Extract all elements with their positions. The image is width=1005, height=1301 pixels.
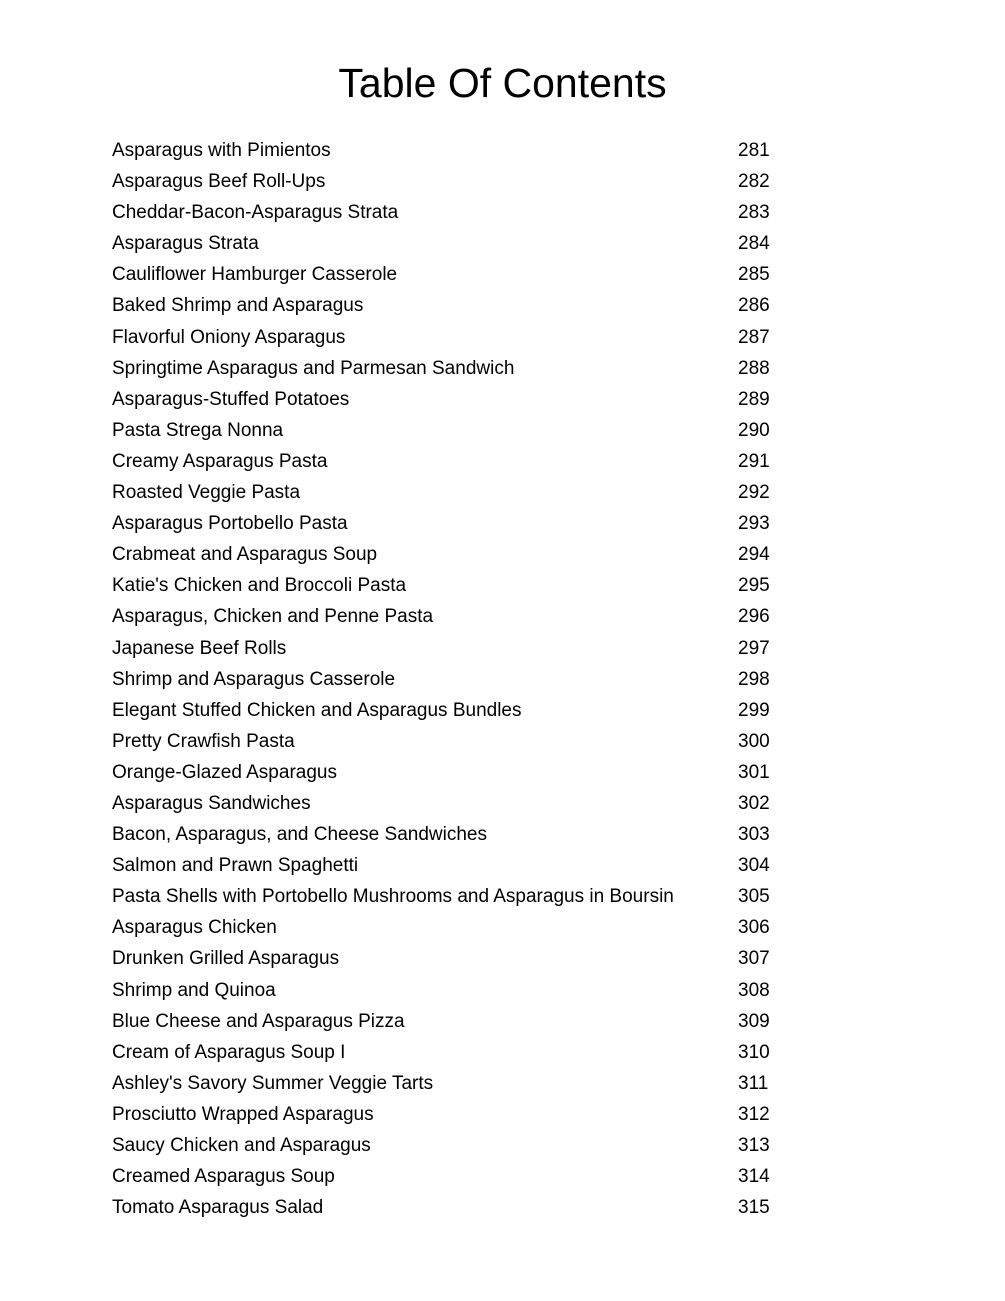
toc-entry-title: Ashley's Savory Summer Veggie Tarts [112,1072,434,1094]
toc-entry-title: Asparagus, Chicken and Penne Pasta [112,606,434,628]
toc-entry-page-number: 286 [738,295,770,317]
toc-entry-page-number: 313 [738,1135,770,1156]
toc-entry-page-number: 305 [738,886,770,908]
toc-entry-page-number: 312 [738,1103,770,1125]
toc-entry-title: Cauliflower Hamburger Casserole [112,264,398,286]
toc-entry-title: Shrimp and Quinoa [112,979,276,1001]
toc-entry-page-number: 314 [738,1166,770,1188]
toc-entry-page-number: 306 [738,917,770,939]
toc-entry-page-number: 283 [738,202,770,224]
toc-entry-page-number: 289 [738,388,770,410]
toc-entry-title: Elegant Stuffed Chicken and Asparagus Bundles [112,699,522,721]
toc-entry-page-number: 298 [738,668,770,690]
toc-entry [112,757,792,788]
toc-entry [112,539,792,570]
toc-entry [112,384,792,415]
toc-entry [112,1192,792,1223]
toc-entry-title: Springtime Asparagus and Parmesan Sandwich [112,357,515,379]
toc-entry-title: Roasted Veggie Pasta [112,482,301,504]
toc-entry [112,228,792,259]
toc-entry [112,322,792,353]
toc-entry-title: Asparagus Sandwiches [112,792,311,814]
toc-entry-page-number: 311 [738,1072,769,1094]
toc-entry [112,633,792,664]
toc-entry-title: Cheddar-Bacon-Asparagus Strata [112,202,399,224]
toc-entry [112,695,792,726]
toc-entry-title: Drunken Grilled Asparagus [112,948,340,970]
toc-entry-page-number: 304 [738,855,770,877]
toc-entry-page-number: 290 [738,419,770,441]
toc-entry-page-number: 307 [738,948,770,970]
toc-entry [112,1068,792,1099]
toc-entry [112,1037,792,1068]
toc-entry [112,1006,792,1037]
toc-entry-title: Asparagus Strata [112,233,259,255]
toc-entry [112,197,792,228]
toc-entry-page-number: 300 [738,730,770,752]
toc-entry-title: Crabmeat and Asparagus Soup [112,544,378,566]
toc-entry-page-number: 293 [738,513,770,535]
toc-entry [112,881,792,912]
toc-entry [112,912,792,943]
toc-entry-page-number: 294 [738,544,770,566]
toc-entry-title: Shrimp and Asparagus Casserole [112,668,396,690]
toc-entry-title: Saucy Chicken and Asparagus [112,1135,371,1156]
toc-entry [112,166,792,197]
toc-entry [112,1161,792,1192]
toc-entry-page-number: 295 [738,575,770,597]
toc-entry-title: Blue Cheese and Asparagus Pizza [112,1010,405,1032]
toc-entry-title: Creamed Asparagus Soup [112,1166,335,1188]
toc-entry-title: Katie's Chicken and Broccoli Pasta [112,575,407,597]
toc-entry-page-number: 291 [738,450,770,472]
toc-entry [112,477,792,508]
toc-entry-title: Pretty Crawfish Pasta [112,730,295,752]
toc-entry-title: Asparagus with Pimientos [112,140,331,161]
toc-entry-page-number: 284 [738,233,770,255]
toc-entry-page-number: 282 [738,171,770,193]
toc-entry [112,446,792,477]
toc-entry [112,415,792,446]
toc-entry [112,975,792,1006]
toc-entry-page-number: 308 [738,979,770,1001]
toc-entry-title: Prosciutto Wrapped Asparagus [112,1103,374,1125]
toc-entry-page-number: 296 [738,606,770,628]
toc-entry [112,819,792,850]
toc-entry [112,788,792,819]
toc-entry-page-number: 299 [738,699,770,721]
toc-entry [112,290,792,321]
toc-entry-title: Asparagus Chicken [112,917,277,939]
toc-entry [112,850,792,881]
toc-entry [112,664,792,695]
toc-entry-title: Salmon and Prawn Spaghetti [112,855,359,877]
toc-entry-title: Japanese Beef Rolls [112,637,287,659]
toc-entry-page-number: 303 [738,824,770,846]
toc-entry-page-number: 310 [738,1041,770,1063]
toc-entry-page-number: 285 [738,264,770,286]
toc-entry-page-number: 281 [738,140,770,161]
toc-entry-title: Bacon, Asparagus, and Cheese Sandwiches [112,824,487,846]
toc-entry [112,508,792,539]
toc-entry-title: Asparagus-Stuffed Potatoes [112,388,350,410]
toc-list [112,135,792,1223]
toc-entry-title: Pasta Shells with Portobello Mushrooms and Asparagus in Boursin [112,886,674,908]
toc-entry [112,570,792,601]
toc-entry-title: Baked Shrimp and Asparagus [112,295,364,317]
toc-entry [112,353,792,384]
toc-entry-title: Pasta Strega Nonna [112,419,284,441]
toc-entry-page-number: 315 [738,1197,770,1219]
toc-entry [112,726,792,757]
toc-entry-page-number: 292 [738,482,770,504]
toc-entry-page-number: 301 [738,761,770,783]
toc-entry [112,1099,792,1130]
toc-entry-page-number: 287 [738,326,770,348]
toc-entry-title: Asparagus Beef Roll-Ups [112,171,326,193]
toc-entry-title: Orange-Glazed Asparagus [112,761,337,783]
page-title: Table Of Contents [338,60,667,106]
toc-entry-title: Flavorful Oniony Asparagus [112,326,346,348]
toc-entry-page-number: 302 [738,792,770,814]
toc-entry-title: Tomato Asparagus Salad [112,1197,324,1219]
toc-entry [112,943,792,974]
toc-entry-title: Cream of Asparagus Soup I [112,1041,346,1063]
toc-entry-page-number: 309 [738,1010,770,1032]
toc-entry [112,601,792,632]
toc-entry [112,135,792,166]
toc-entry [112,1130,792,1161]
toc-entry-page-number: 288 [738,357,770,379]
toc-entry-title: Creamy Asparagus Pasta [112,450,328,472]
toc-entry-title: Asparagus Portobello Pasta [112,513,348,535]
toc-entry-page-number: 297 [738,637,770,659]
toc-entry [112,259,792,290]
